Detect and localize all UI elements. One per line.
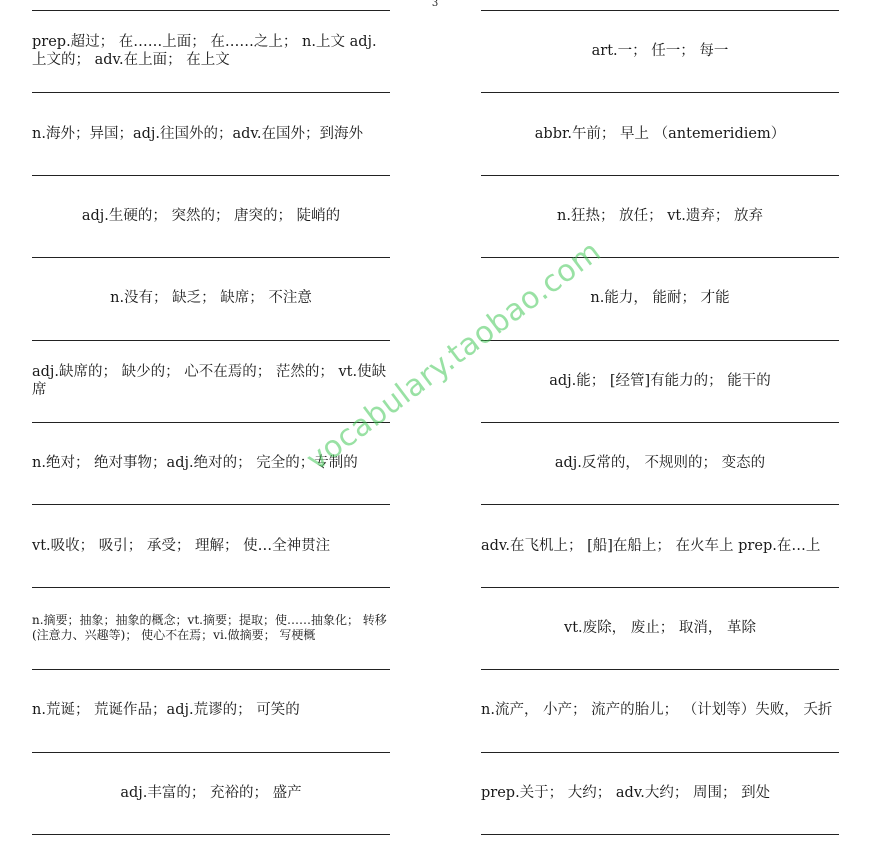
definition-text: adj.生硬的； 突然的； 唐突的； 陡峭的 [81,207,341,224]
watermark-text: vocabulary.taobao.com [300,233,608,478]
definition-text: n.流产， 小产； 流产的胎儿； （计划等）失败， 夭折 [481,702,833,719]
definition-text: n.狂热； 放任； vt.遗弃； 放弃 [557,207,763,224]
definition-cell [32,92,390,174]
definition-text: n.摘要；抽象；抽象的概念；vt.摘要；提取；使……抽象化； 转移(注意力、兴趣等)； 使心不在焉；vi.做摘要； 写梗概 [32,612,387,642]
row-divider [32,834,390,835]
definition-cell [32,10,390,92]
definition-cell [481,504,839,586]
definition-cell [481,340,839,422]
definition-text: n.海外；异国；adj.往国外的；adv.在国外；到海外 [32,125,363,142]
definition-text: adj.丰富的； 充裕的； 盛产 [120,784,302,801]
definition-cell [32,257,390,339]
definition-text: vt.废除， 废止； 取消， 革除 [564,619,756,636]
definition-text: adj.能； [经管]有能力的； 能干的 [549,372,771,389]
definition-text: n.绝对； 绝对事物；adj.绝对的； 完全的；专制的 [32,455,358,472]
definition-text: n.没有； 缺乏； 缺席； 不注意 [110,290,312,307]
definition-text: vt.吸收； 吸引； 承受； 理解； 使…全神贯注 [32,537,331,554]
definition-cell [481,422,839,504]
definition-text: adj.缺席的； 缺少的； 心不在焉的； 茫然的； vt.使缺席 [32,363,387,398]
definition-cell [32,587,390,669]
definition-cell [481,752,839,834]
definition-cell [32,175,390,257]
definition-text: art.一； 任一； 每一 [591,43,729,60]
definition-cell [481,175,839,257]
definition-text: adj.反常的， 不规则的； 变态的 [554,455,766,472]
definition-text: prep.超过； 在……上面； 在……之上； n.上文 adj.上文的； adv.在上面； 在上文 [32,34,377,69]
page-number: 3 [431,0,439,9]
definition-text: n.荒诞； 荒诞作品；adj.荒谬的； 可笑的 [32,702,300,719]
definition-text: adv.在飞机上； [船]在船上； 在火车上 prep.在…上 [481,537,821,554]
definition-cell [481,669,839,751]
definition-cell [481,92,839,174]
definition-cell [481,10,839,92]
row-divider [481,834,839,835]
definition-text: prep.关于； 大约； adv.大约； 周围； 到处 [481,784,771,801]
right-column [481,10,839,834]
definition-cell [32,504,390,586]
definition-text: n.能力， 能耐； 才能 [590,290,730,307]
definition-cell [32,340,390,422]
definition-text: abbr.午前； 早上 （antemeridiem） [534,125,786,142]
definition-cell [481,587,839,669]
definition-cell [32,752,390,834]
definition-cell [32,669,390,751]
